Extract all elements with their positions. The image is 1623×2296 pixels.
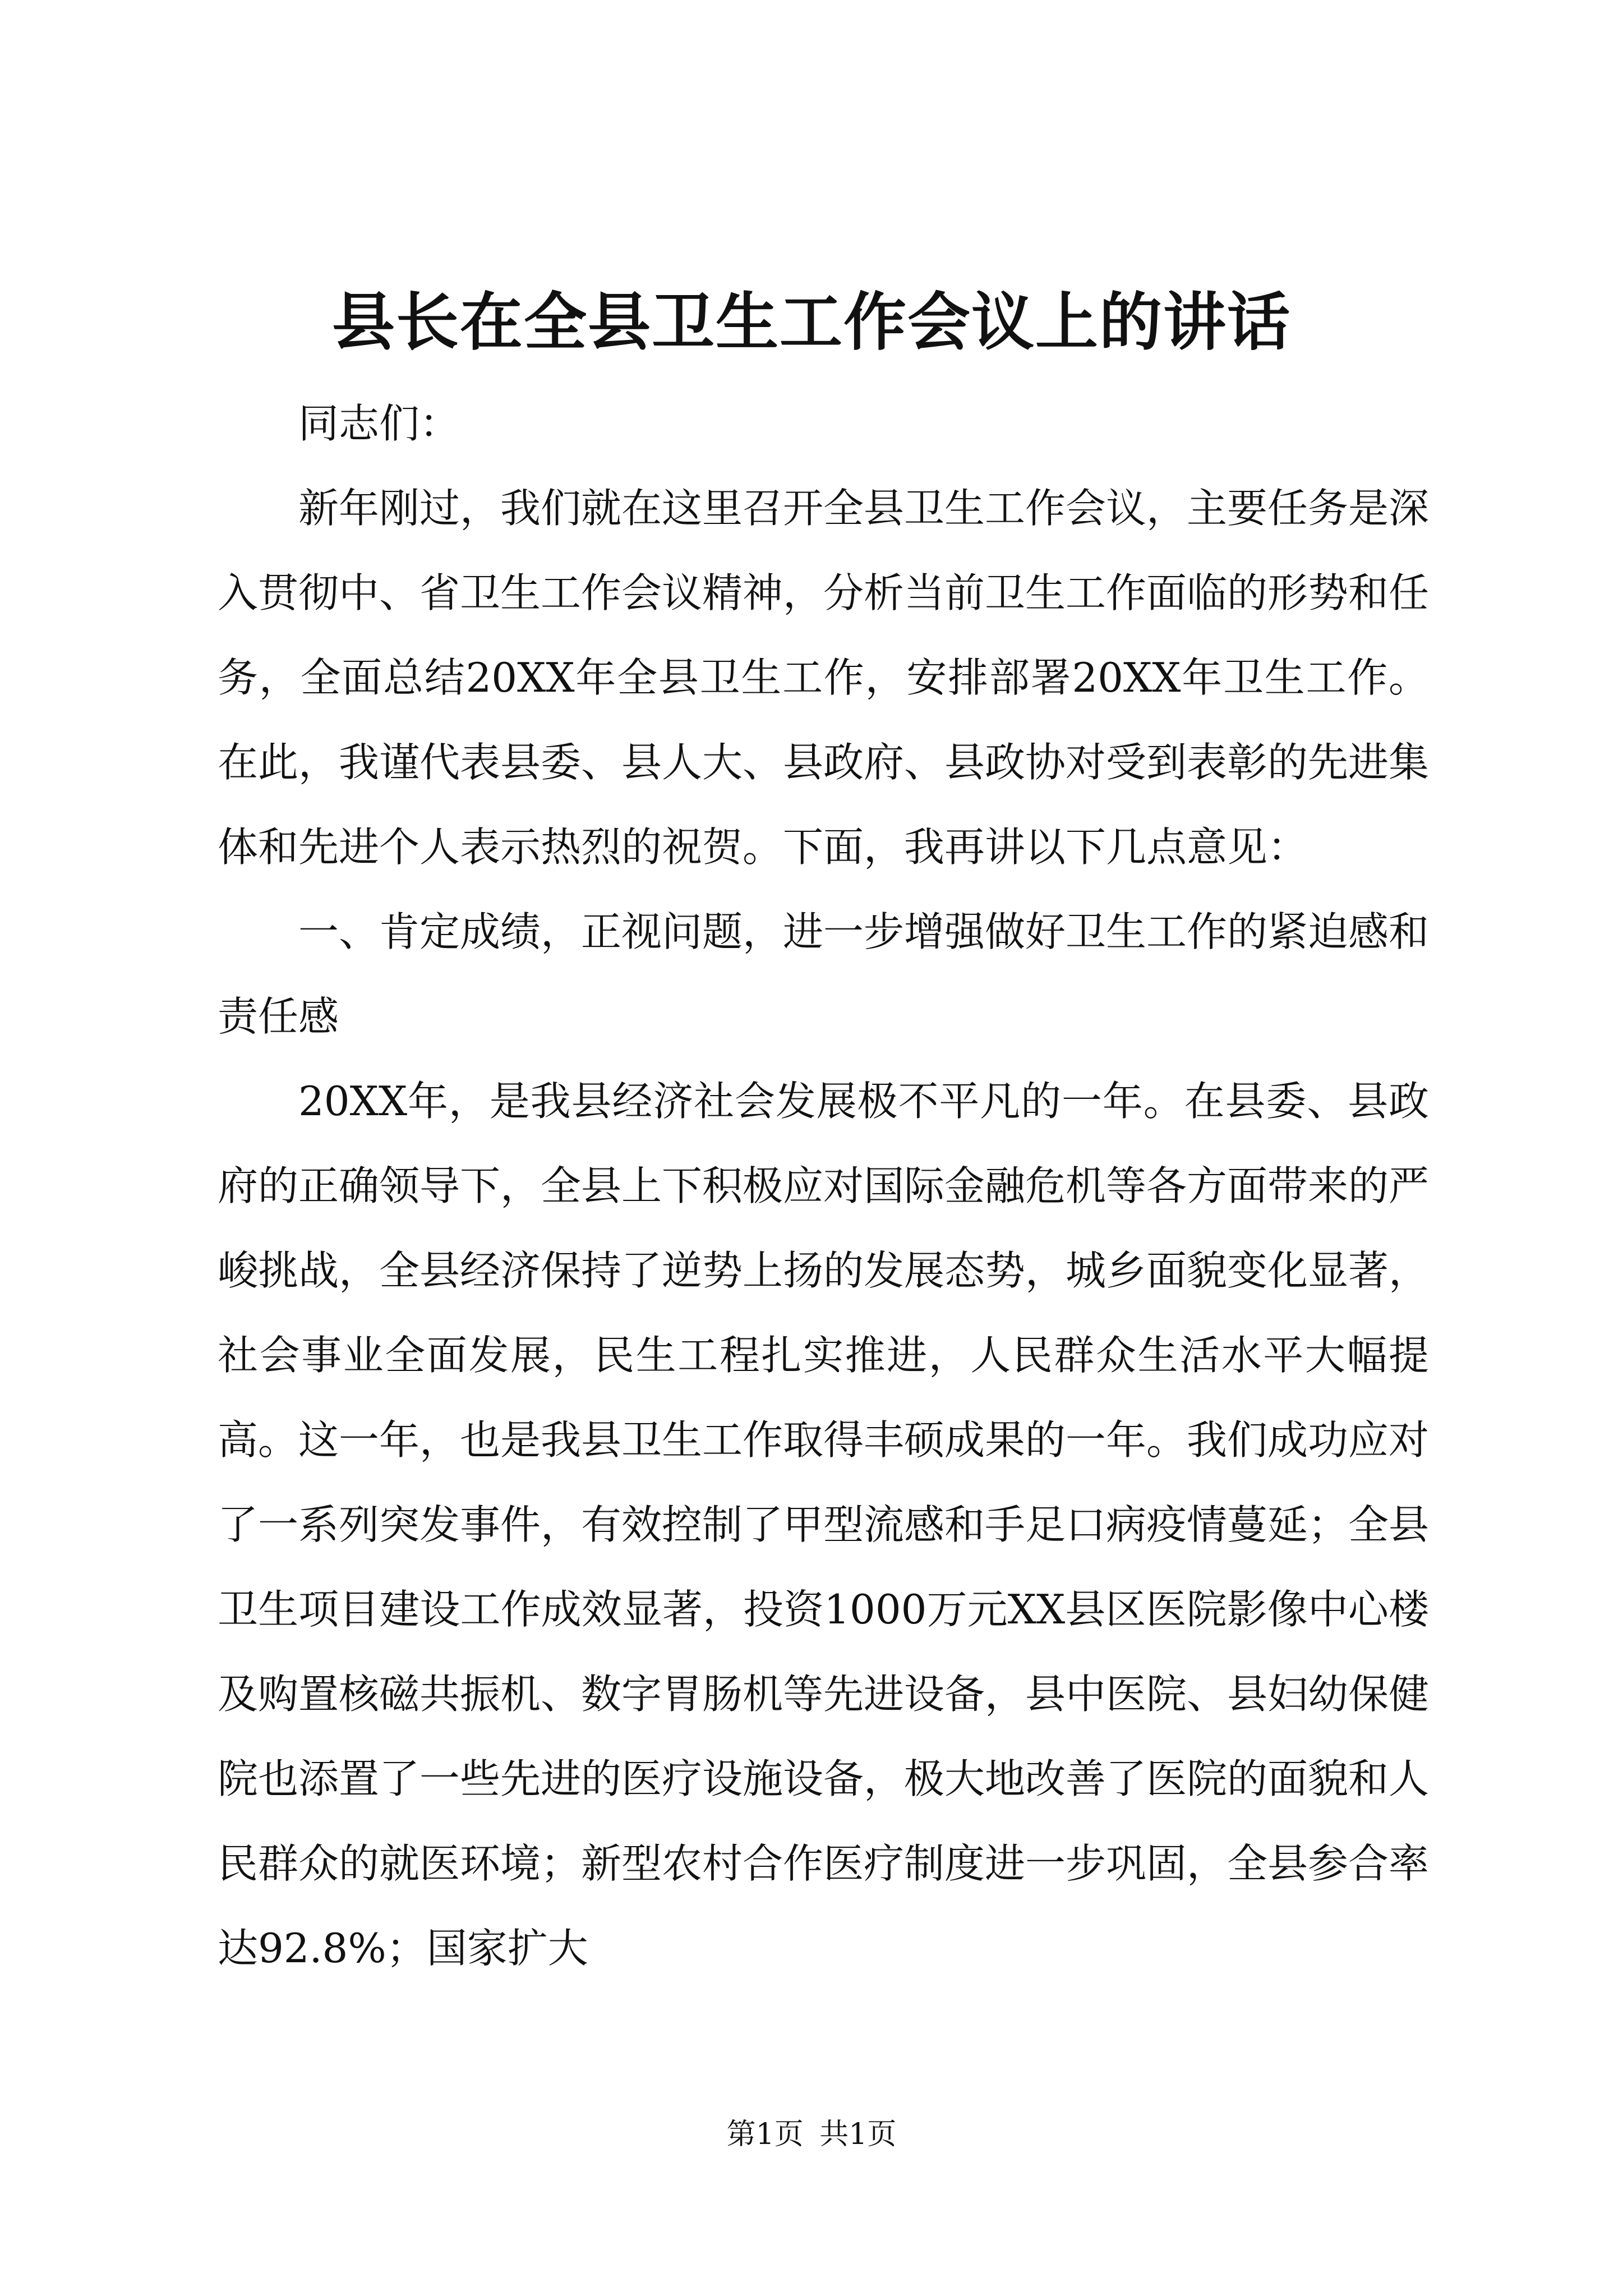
salutation-paragraph: 同志们： [298,400,460,447]
achievements-paragraph: 20XX年，是我县经济社会发展极不平凡的一年。在县委、县政府的正确领导下，全县上下积极应对国际金融危机等各方面带来的严峻挑战，全县经济保持了逆势上扬的发展态势，城乡面貌变化显著，社会事业全面发展，民生工程扎实推进，人民群众生活水平大幅提高。这一年，也是我县卫生工作取得丰硕成果的一年。我们成功应对了一系列突发事件，有效控制了甲型流感和手足口病疫情蔓延；全县卫生项目建设工作成效显著，投资1000万元XX县区医院影像中心楼及购置核磁共振机、数字胃肠机等先进设备，县中医院、县妇幼保健院也添置了一些先进的医疗设施设备，极大地改善了医院的面貌和人民群众的就医环境；新型农村合作医疗制度进一步巩固，全县参合率达92.8%；国家扩大 [218,1078,1430,1972]
section-heading-paragraph: 一、肯定成绩，正视问题，进一步增强做好卫生工作的紧迫感和责任感 [218,908,1430,1040]
page-total: 共1页 [819,2118,897,2151]
document-title: 县长在全县卫生工作会议上的讲话 [332,286,1291,359]
page-footer [0,2115,1623,2154]
document-body [218,381,1429,1991]
intro-paragraph: 新年刚过，我们就在这里召开全县卫生工作会议，主要任务是深入贯彻中、省卫生工作会议精神，分析当前卫生工作面临的形势和任务，全面总结20XX年全县卫生工作，安排部署20XX年卫生工作。在此，我谨代表县委、县人大、县政府、县政协对受到表彰的先进集体和先进个人表示热烈的祝贺。下面，我再讲以下几点意见： [218,485,1430,871]
page-number: 第1页 [726,2118,804,2151]
